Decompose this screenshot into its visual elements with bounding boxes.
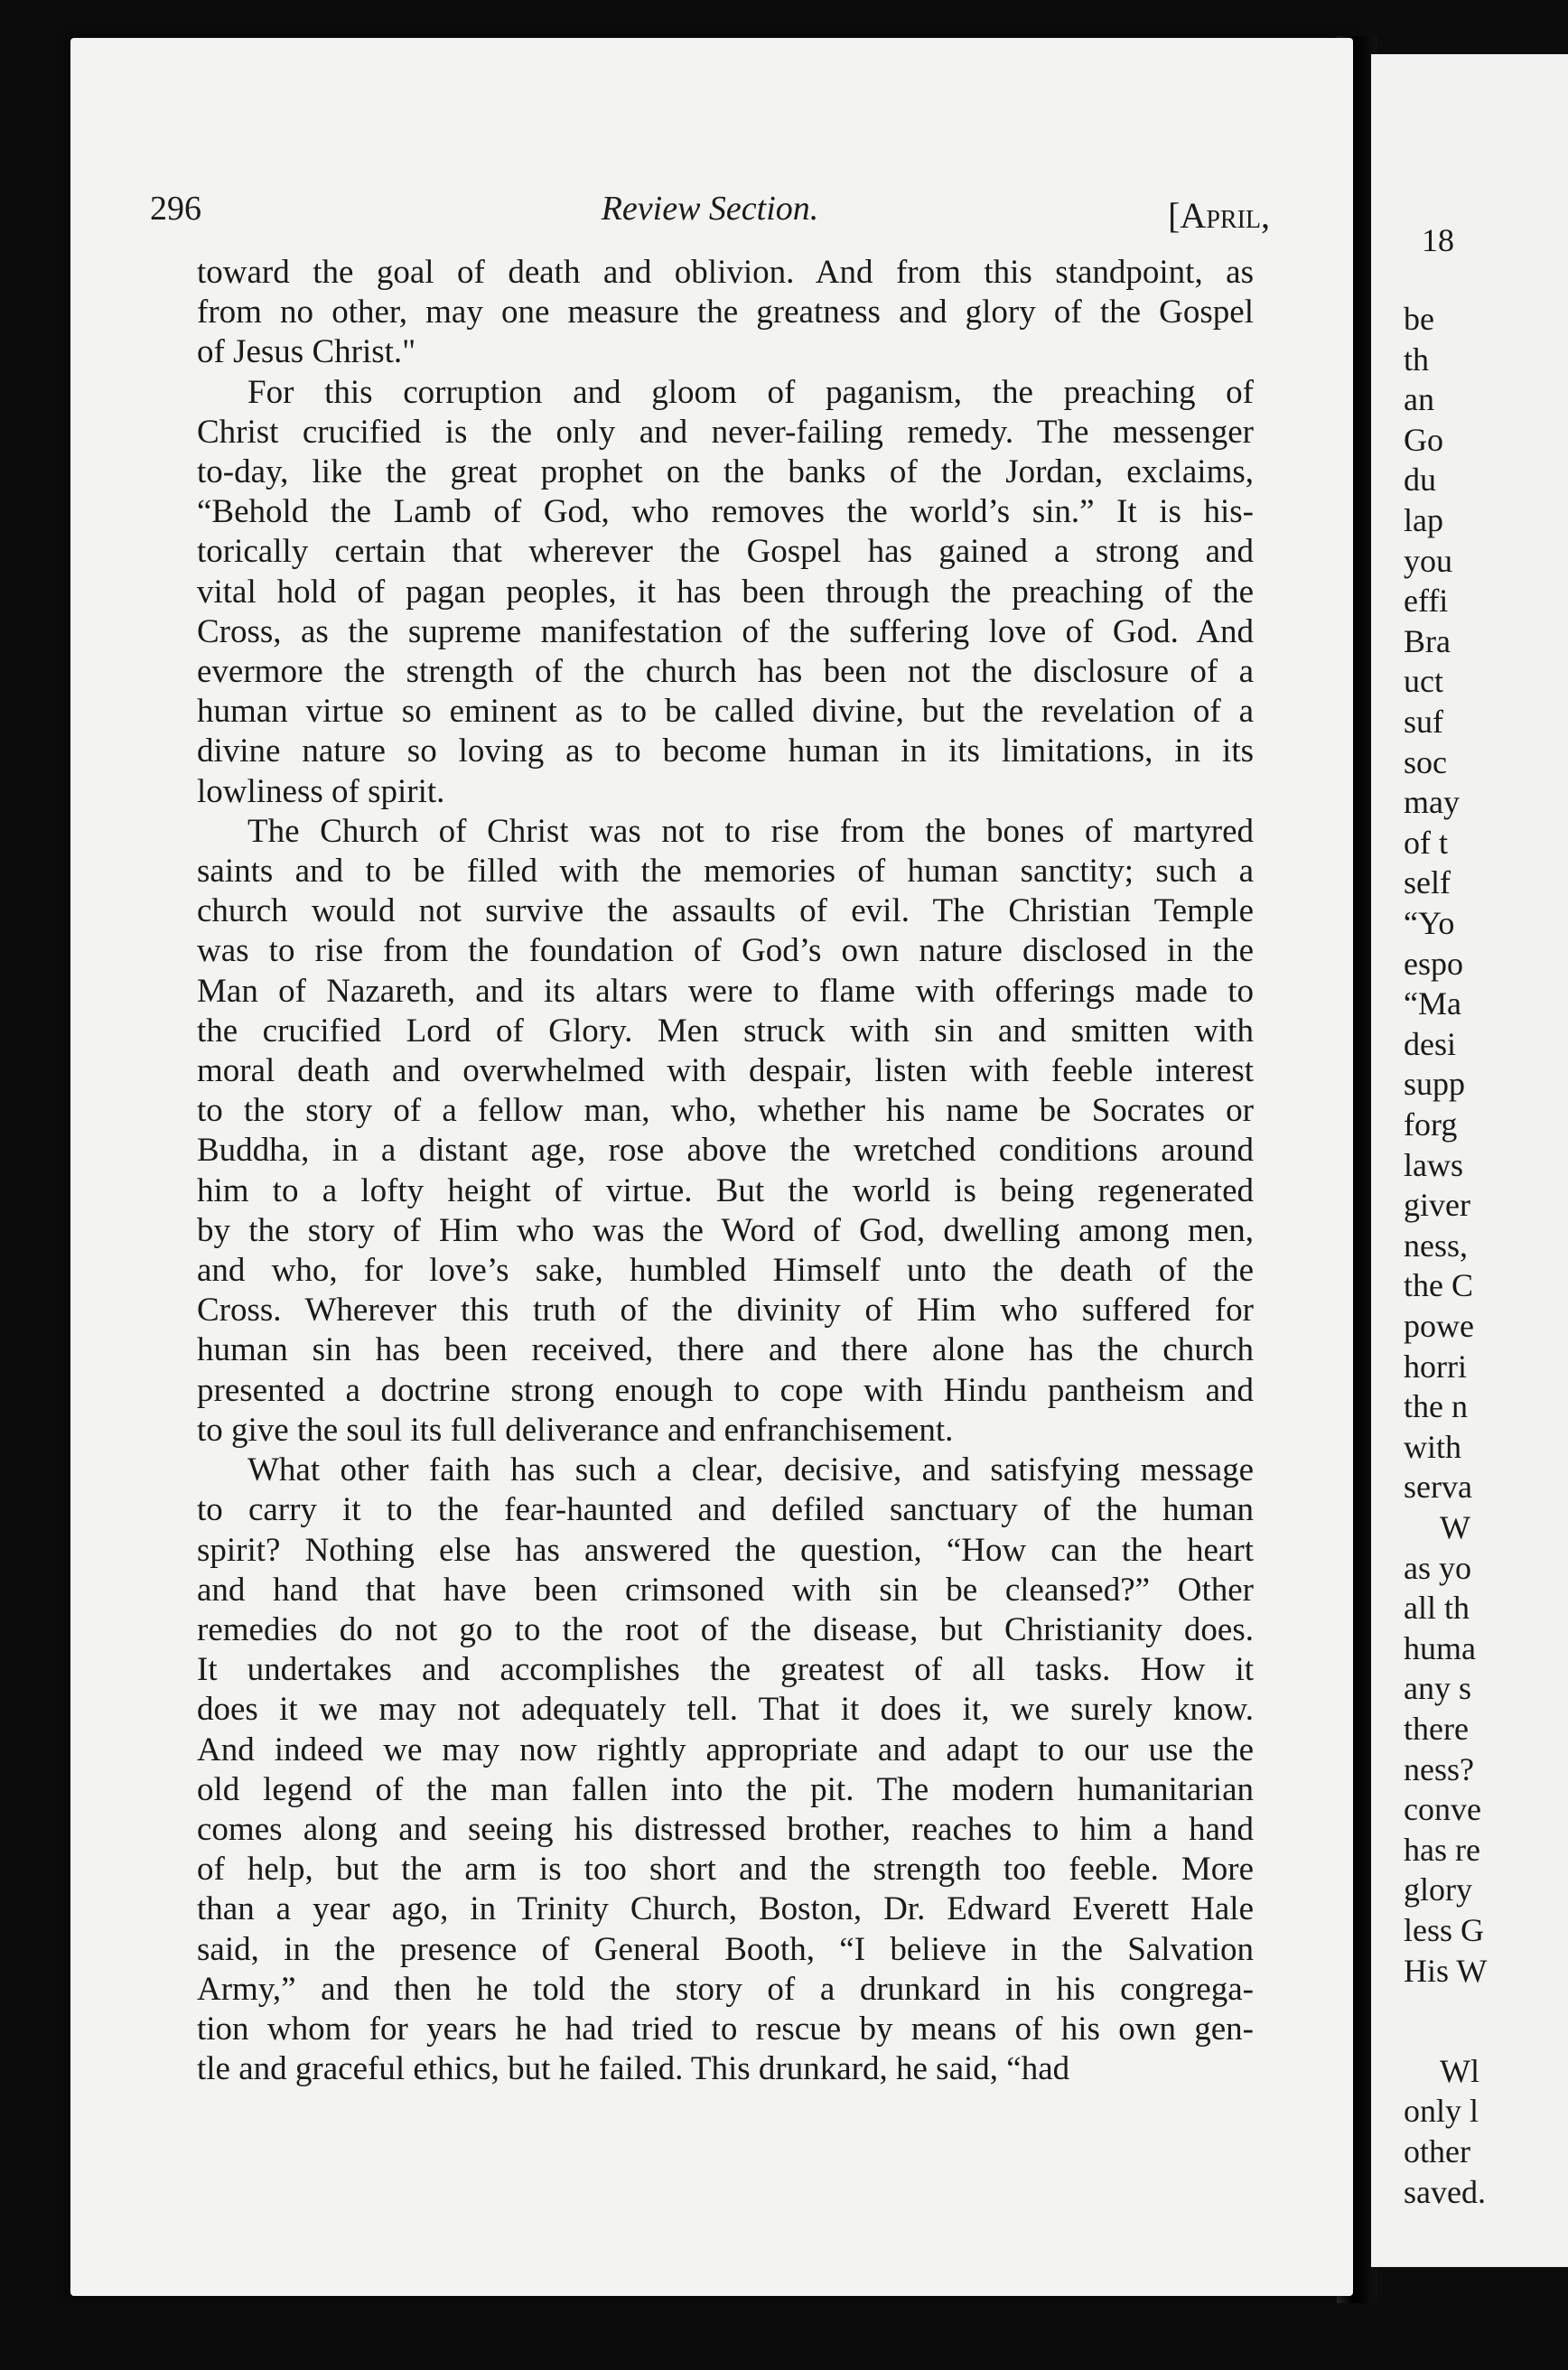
facing-page-line: serva xyxy=(1404,1469,1472,1506)
facing-page-line: giver xyxy=(1404,1187,1470,1224)
facing-page-line: the n xyxy=(1404,1388,1468,1425)
text-line: The Church of Christ was not to rise from the bones of martyred xyxy=(247,812,1254,850)
facing-page-line: has re xyxy=(1404,1831,1480,1868)
facing-page-line: soc xyxy=(1404,743,1447,780)
text-line: What other faith has such a clear, decisive, and satisfying message xyxy=(247,1451,1254,1489)
text-line: lowliness of spirit. xyxy=(197,772,445,810)
text-line: Cross. Wherever this truth of the divinity of Him who suffered for xyxy=(197,1292,1254,1330)
facing-page-line: you xyxy=(1404,542,1452,579)
facing-page-line: Go xyxy=(1404,421,1443,458)
facing-page-header: 18 xyxy=(1422,222,1454,258)
text-line: saints and to be filled with the memories of human sanctity; such a xyxy=(197,853,1254,891)
text-line: tle and graceful ethics, but he failed. This drunkard, he said, “had xyxy=(197,2050,1070,2088)
text-line: said, in the presence of General Booth, “I believe in the Salvation xyxy=(197,1930,1254,1968)
text-line: does it we may not adequately tell. That it does it, we surely know. xyxy=(197,1691,1254,1729)
facing-page-line: W xyxy=(1440,1509,1470,1545)
facing-page-line: of t xyxy=(1404,824,1448,861)
text-line: to carry it to the fear-haunted and defiled sanctuary of the human xyxy=(197,1491,1254,1529)
facing-page-line: glory xyxy=(1404,1871,1472,1908)
facing-page-line: th xyxy=(1404,341,1430,378)
text-line: “Behold the Lamb of God, who removes the world’s sin.” It is his- xyxy=(197,493,1254,531)
text-line: comes along and seeing his distressed brother, reaches to him a hand xyxy=(197,1810,1254,1848)
running-title: Review Section. xyxy=(601,190,819,228)
text-line: and hand that have been crimsoned with sin be cleansed?” Other xyxy=(197,1571,1254,1609)
facing-page-line: espo xyxy=(1404,945,1463,982)
facing-page-line: du xyxy=(1404,462,1436,499)
text-line: to give the soul its full deliverance and enfranchisement. xyxy=(197,1411,954,1449)
text-line: Buddha, in a distant age, rose above the wretched conditions around xyxy=(197,1132,1254,1170)
facing-page-line: any s xyxy=(1404,1670,1471,1707)
text-line: tion whom for years he had tried to rescue by means of his own gen- xyxy=(197,2010,1254,2048)
text-line: of Jesus Christ." xyxy=(197,333,416,371)
facing-page-line: less G xyxy=(1404,1912,1484,1948)
paragraph xyxy=(197,253,1254,373)
running-head-month: [April, xyxy=(1168,195,1270,236)
facing-page-line: uct xyxy=(1404,663,1443,700)
facing-page-line: conve xyxy=(1404,1791,1481,1828)
facing-page-line: laws xyxy=(1404,1146,1463,1183)
facing-page-line: there xyxy=(1404,1711,1469,1747)
text-line: torically certain that wherever the Gospel has gained a strong and xyxy=(197,533,1254,571)
facing-page-line: suf xyxy=(1404,704,1443,740)
facing-page-line: “Ma xyxy=(1404,985,1461,1022)
facing-page-line: with xyxy=(1404,1428,1462,1465)
facing-page-line: Wl xyxy=(1440,2052,1479,2089)
text-line: divine nature so loving as to become human in its limitations, in its xyxy=(197,732,1254,770)
text-line: vital hold of pagan peoples, it has been through the preaching of the xyxy=(197,573,1254,611)
text-line: old legend of the man fallen into the pit. The modern humanitarian xyxy=(197,1770,1254,1808)
facing-page-line: saved. xyxy=(1404,2173,1486,2210)
facing-page-line: the C xyxy=(1404,1267,1473,1304)
text-line: remedies do not go to the root of the disease, but Christianity does. xyxy=(197,1610,1254,1648)
text-line: Christ crucified is the only and never-failing remedy. The messenger xyxy=(197,413,1254,451)
facing-page xyxy=(1371,54,1568,2267)
facing-page-line: only l xyxy=(1404,2093,1479,2130)
facing-page-line: His W xyxy=(1404,1952,1488,1989)
text-line: of help, but the arm is too short and the strength too feeble. More xyxy=(197,1851,1254,1889)
text-line: church would not survive the assaults of evil. The Christian Temple xyxy=(197,892,1254,930)
facing-page-line: all th xyxy=(1404,1590,1470,1627)
facing-page-line: other xyxy=(1404,2133,1470,2169)
facing-page-line: be xyxy=(1404,301,1434,337)
facing-page-line: effi xyxy=(1404,583,1449,620)
article-body xyxy=(197,253,1254,2089)
text-line: Cross, as the supreme manifestation of the suffering love of God. And xyxy=(197,612,1254,650)
facing-page-line: huma xyxy=(1404,1629,1476,1666)
facing-page-line: ness? xyxy=(1404,1750,1474,1787)
page-header xyxy=(150,185,1270,248)
facing-page-line: self xyxy=(1404,864,1451,901)
facing-page-line: Bra xyxy=(1404,622,1451,659)
facing-page-line: supp xyxy=(1404,1066,1466,1103)
paragraph xyxy=(197,812,1254,1451)
facing-page-line: ness, xyxy=(1404,1227,1468,1264)
facing-page-line: lap xyxy=(1404,502,1443,538)
text-line: than a year ago, in Trinity Church, Boston, Dr. Edward Everett Hale xyxy=(197,1890,1254,1928)
facing-page-line: desi xyxy=(1404,1025,1456,1062)
paragraph xyxy=(197,373,1254,812)
text-line: by the story of Him who was the Word of God, dwelling among men, xyxy=(197,1211,1254,1249)
text-line: toward the goal of death and oblivion. And from this standpoint, as xyxy=(197,254,1254,291)
facing-page-line: forg xyxy=(1404,1106,1458,1143)
text-line: and who, for love’s sake, humbled Himself unto the death of the xyxy=(197,1252,1254,1290)
facing-page-line: as yo xyxy=(1404,1549,1471,1586)
page-number: 296 xyxy=(150,190,201,228)
text-line: was to rise from the foundation of God’s own nature disclosed in the xyxy=(197,932,1254,970)
text-line: the crucified Lord of Glory. Men struck with sin and smitten with xyxy=(197,1012,1254,1050)
text-line: evermore the strength of the church has been not the disclosure of a xyxy=(197,653,1254,691)
text-line: For this corruption and gloom of paganism, the preaching of xyxy=(247,373,1254,411)
text-line: to-day, like the great prophet on the banks of the Jordan, exclaims, xyxy=(197,453,1254,491)
facing-page-line: may xyxy=(1404,784,1460,821)
paragraph xyxy=(197,1451,1254,2089)
text-line: spirit? Nothing else has answered the question, “How can the heart xyxy=(197,1531,1254,1569)
text-line: Man of Nazareth, and its altars were to flame with offerings made to xyxy=(197,972,1254,1010)
text-line: from no other, may one measure the greatness and glory of the Gospel xyxy=(197,294,1254,331)
facing-page-line: horri xyxy=(1404,1348,1467,1385)
text-line: It undertakes and accomplishes the greatest of all tasks. How it xyxy=(197,1651,1254,1689)
facing-page-line: powe xyxy=(1404,1308,1474,1344)
text-line: presented a doctrine strong enough to cope with Hindu pantheism and xyxy=(197,1371,1254,1409)
facing-page-line: “Yo xyxy=(1404,905,1455,941)
text-line: human sin has been received, there and there alone has the church xyxy=(197,1331,1254,1369)
text-line: And indeed we may now rightly appropriate and adapt to our use the xyxy=(197,1731,1254,1768)
text-line: moral death and overwhelmed with despair, listen with feeble interest xyxy=(197,1052,1254,1090)
text-line: Army,” and then he told the story of a drunkard in his congrega- xyxy=(197,1970,1254,2008)
text-line: human virtue so eminent as to be called divine, but the revelation of a xyxy=(197,693,1254,731)
facing-page-line: an xyxy=(1404,381,1434,418)
text-line: him to a lofty height of virtue. But the world is being regenerated xyxy=(197,1171,1254,1209)
text-line: to the story of a fellow man, who, whether his name be Socrates or xyxy=(197,1092,1254,1130)
